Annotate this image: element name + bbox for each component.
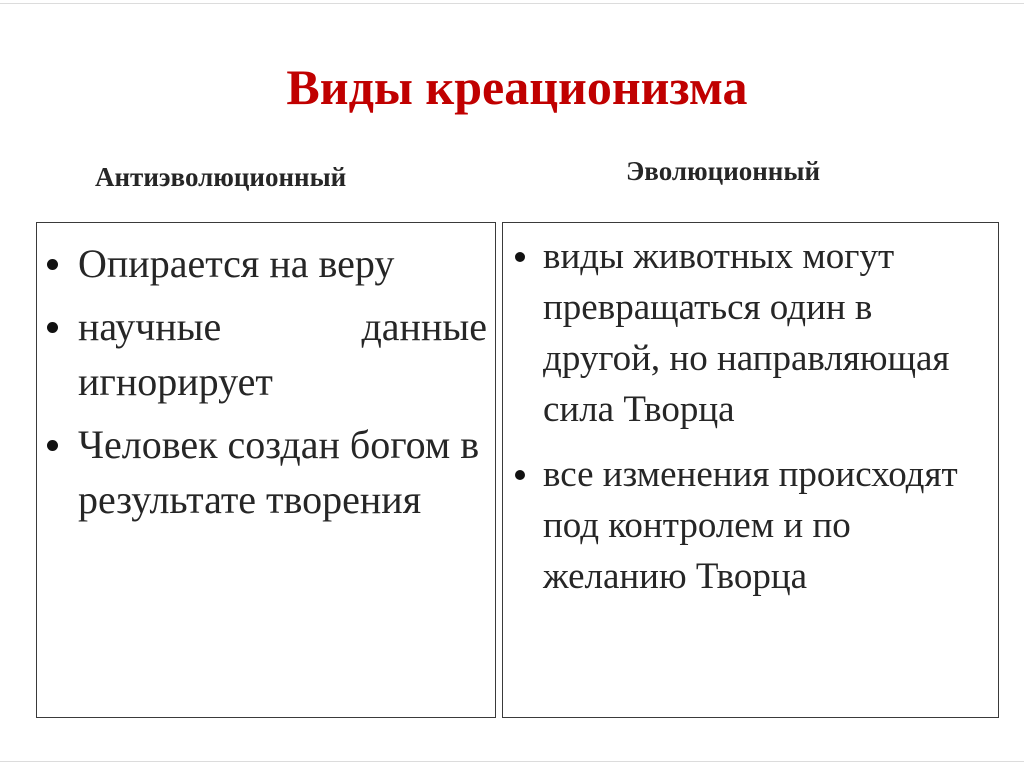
bullet-text: все изменения происходят под контролем и по желанию Творца xyxy=(543,454,958,597)
bullet-text: Опирается на веру xyxy=(78,241,395,286)
bullet-item xyxy=(515,231,993,435)
slide-title: Виды креационизма xyxy=(286,59,748,115)
bullet-dot-icon xyxy=(515,252,525,262)
bullet-item xyxy=(515,449,993,602)
evolutionary-bullet-list xyxy=(515,231,993,616)
bottom-divider xyxy=(0,761,1024,762)
bullet-dot-icon xyxy=(47,322,58,333)
antievolutionary-bullet-list xyxy=(47,236,487,535)
top-divider xyxy=(0,3,1024,4)
column-heading-evolutionary: Эволюционный xyxy=(626,156,820,186)
bullet-text: виды животных могут превращаться один в другой, но направляющая сила Творца xyxy=(543,236,950,430)
bullet-dot-icon xyxy=(47,440,58,451)
bullet-dot-icon xyxy=(47,259,58,270)
bullet-item xyxy=(47,236,487,291)
bullet-dot-icon xyxy=(515,470,525,480)
bullet-text: научные данные игнорирует xyxy=(78,304,487,404)
bullet-item xyxy=(47,299,487,409)
bullet-item xyxy=(47,417,487,527)
evolutionary-box xyxy=(502,222,999,718)
antievolutionary-box xyxy=(36,222,496,718)
column-heading-antievolutionary: Антиэволюционный xyxy=(95,162,347,192)
bullet-text: Человек создан богом в результате творения xyxy=(78,422,480,522)
